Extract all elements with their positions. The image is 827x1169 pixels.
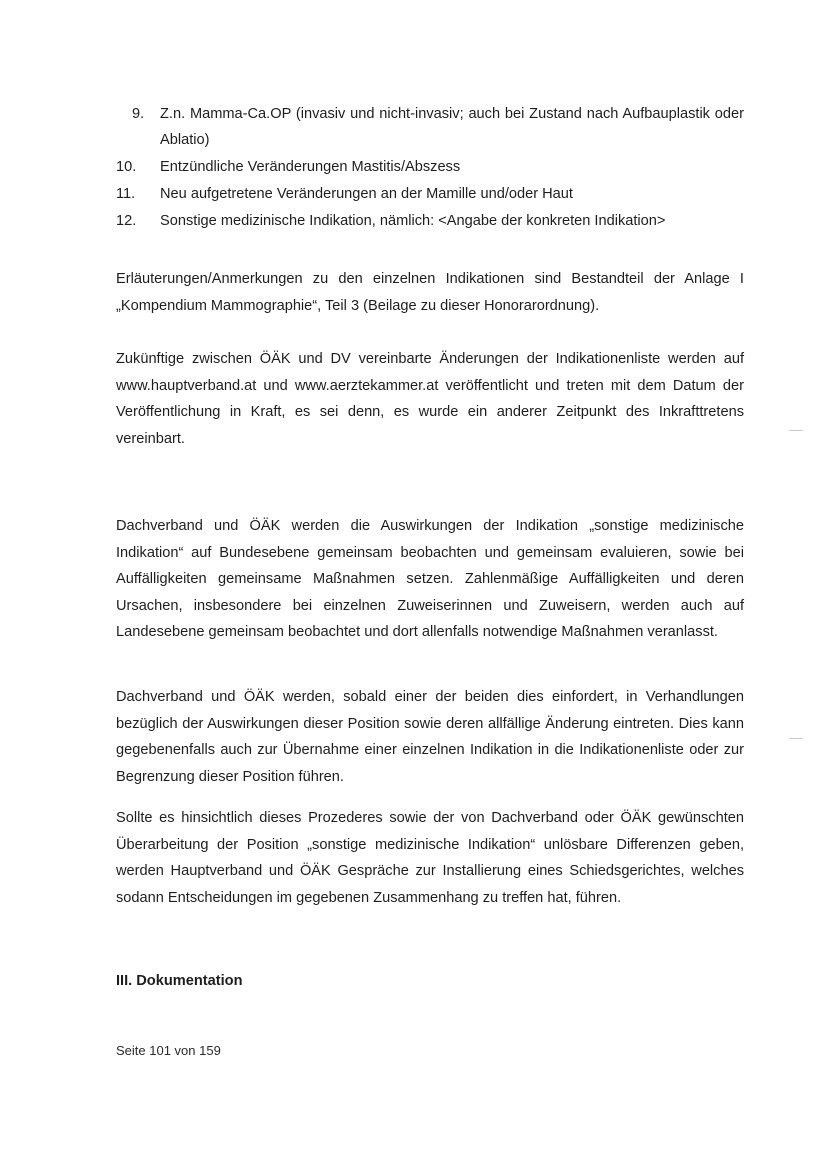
list-item-text: Neu aufgetretene Veränderungen an der Mamille und/oder Haut xyxy=(160,186,573,202)
list-item xyxy=(116,154,744,180)
list-item xyxy=(116,208,744,234)
paragraph-explanations: Erläuterungen/Anmerkungen zu den einzelnen Indikationen sind Bestandteil der Anlage I „Kompendium Mammographie“, Teil 3 (Beilage zu dieser Honorarordnung). xyxy=(116,271,744,314)
scan-mark xyxy=(789,430,803,431)
list-item xyxy=(116,181,744,207)
list-item-number: 11. xyxy=(116,186,136,202)
section-heading: III. Dokumentation xyxy=(116,973,243,989)
page-number-footer: Seite 101 von 159 xyxy=(116,1043,221,1058)
list-item-number: 10. xyxy=(116,159,137,175)
paragraph-future-changes: Zukünftige zwischen ÖÄK und DV vereinbarte Änderungen der Indikationenliste werden auf www.hauptverband.at und www.aerztekammer.at veröffentlicht und treten mit dem Datum der Veröffentlichung in Kraft, es sei denn, es wurde ein anderer Zeitpunkt des Inkrafttretens vereinbart. xyxy=(116,351,744,447)
list-item-number: 12. xyxy=(116,213,137,229)
paragraph-negotiations: Dachverband und ÖÄK werden, sobald einer der beiden dies einfordert, in Verhandlungen bezüglich der Auswirkungen dieser Position sowie deren allfällige Änderung eintreten. Dies kann gegebenenfalls auch zur Übernahme einer einzelnen Indikation in die Indikationenliste oder zur Begrenzung dieser Position führen. xyxy=(116,689,744,785)
list-item-text: Sonstige medizinische Indikation, nämlich: <Angabe der konkreten Indikation> xyxy=(160,213,666,229)
list-item-number: 9. xyxy=(132,106,145,122)
scan-mark xyxy=(789,738,803,739)
paragraph-arbitration: Sollte es hinsichtlich dieses Prozederes sowie der von Dachverband oder ÖÄK gewünschten Überarbeitung der Position „sonstige medizinische Indikation“ unlösbare Differenzen geben, werden Hauptverband und ÖÄK Gespräche zur Installierung eines Schiedsgerichtes, welches sodann Entscheidungen im gegebenen Zusammenhang zu treffen hat, führen. xyxy=(116,810,744,906)
list-item-text: Z.n. Mamma-Ca.OP (invasiv und nicht-invasiv; auch bei Zustand nach Aufbauplastik oder Ablatio) xyxy=(160,106,744,148)
paragraph-monitoring: Dachverband und ÖÄK werden die Auswirkungen der Indikation „sonstige medizinische Indikation“ auf Bundesebene gemeinsam beobachten und gemeinsam evaluieren, sowie bei Auffälligkeiten gemeinsame Maßnahmen setzen. Zahlenmäßige Auffälligkeiten und deren Ursachen, insbesondere bei einzelnen Zuweiserinnen und Zuweisern, werden auch auf Landesebene gemeinsam beobachtet und dort allenfalls notwendige Maßnahmen veranlasst. xyxy=(116,518,744,640)
indication-list xyxy=(116,101,744,235)
list-item-text: Entzündliche Veränderungen Mastitis/Abszess xyxy=(160,159,461,175)
list-item xyxy=(116,101,744,153)
